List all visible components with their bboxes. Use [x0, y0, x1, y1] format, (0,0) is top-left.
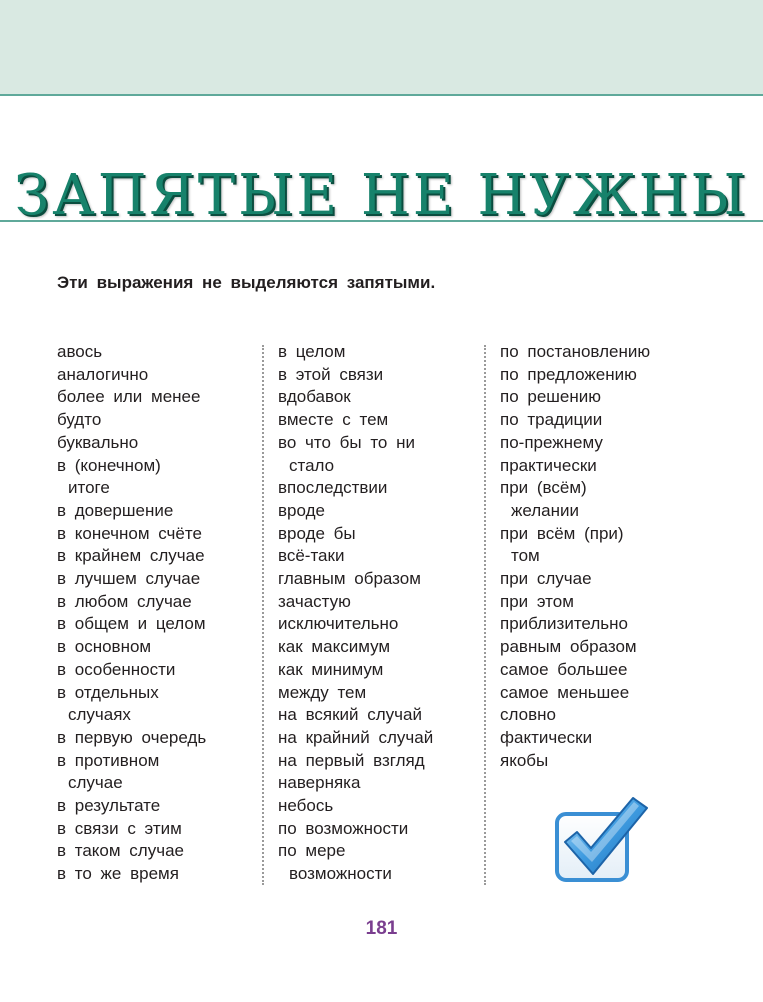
- expression-item: в крайнем случае: [57, 546, 205, 566]
- expression-column-2: [278, 341, 433, 886]
- column-divider: [484, 345, 486, 885]
- expression-item: в (конечном): [57, 455, 161, 475]
- expression-continuation: возможности: [289, 864, 392, 884]
- expression-item: в конечном счёте: [57, 523, 202, 543]
- title-divider: [0, 220, 763, 222]
- expression-item: вроде бы: [278, 523, 356, 543]
- expression-item: словно: [500, 705, 556, 725]
- expression-item: на первый взгляд: [278, 750, 425, 770]
- expression-item: в целом: [278, 342, 346, 361]
- expression-item: в любом случае: [57, 591, 192, 611]
- expression-item: в основном: [57, 637, 152, 657]
- expression-item: как максимум: [278, 637, 391, 657]
- expression-continuation: случаях: [68, 705, 131, 725]
- expression-item: в первую очередь: [57, 727, 207, 747]
- page-title: ЗАПЯТЫЕ НЕ НУЖНЫ: [14, 162, 749, 228]
- expression-item: вместе с тем: [278, 410, 389, 430]
- expression-item: более или менее: [57, 387, 201, 407]
- expression-item: в особенности: [57, 659, 176, 679]
- expression-item: главным образом: [278, 569, 421, 589]
- expression-item: равным образом: [500, 637, 637, 657]
- expression-item: самое большее: [500, 659, 628, 679]
- expression-item: вдобавок: [278, 387, 351, 407]
- expression-column-3: [500, 341, 650, 772]
- expression-item: по возможности: [278, 818, 409, 838]
- expression-item: в то же время: [57, 864, 179, 884]
- expression-item: всё-таки: [278, 546, 345, 566]
- expression-continuation: желании: [511, 500, 580, 520]
- expression-item: буквально: [57, 432, 139, 452]
- expression-item: по мере: [278, 841, 346, 861]
- expression-item: в общем и целом: [57, 614, 206, 634]
- expression-item: в противном: [57, 750, 160, 770]
- expression-item: исключительно: [278, 614, 399, 634]
- expression-item: практически: [500, 455, 597, 475]
- expression-item: по-прежнему: [500, 432, 603, 452]
- expression-item: при этом: [500, 591, 574, 611]
- expression-item: вроде: [278, 500, 325, 520]
- expression-continuation: том: [511, 546, 540, 566]
- expression-item: по решению: [500, 387, 602, 407]
- expression-item: самое меньшее: [500, 682, 630, 702]
- expression-item: при (всём): [500, 478, 587, 498]
- expression-item: во что бы то ни: [278, 432, 415, 452]
- expression-item: по традиции: [500, 410, 603, 430]
- expression-item: зачастую: [278, 591, 351, 611]
- expression-item: наверняка: [278, 773, 361, 793]
- expression-item: на всякий случай: [278, 705, 422, 725]
- expression-item: будто: [57, 410, 102, 430]
- column-divider: [262, 345, 264, 885]
- checkmark-icon: [551, 790, 651, 886]
- expression-continuation: случае: [68, 773, 123, 793]
- expression-item: аналогично: [57, 364, 149, 384]
- expression-item: в результате: [57, 796, 161, 816]
- expression-item: приблизительно: [500, 614, 628, 634]
- expression-item: якобы: [500, 750, 549, 770]
- expression-item: фактически: [500, 727, 593, 747]
- page-number: 181: [365, 918, 398, 939]
- expression-item: в таком случае: [57, 841, 184, 861]
- expression-item: впоследствии: [278, 478, 388, 498]
- expression-item: при всём (при): [500, 523, 624, 543]
- expression-item: между тем: [278, 682, 367, 702]
- expression-item: небось: [278, 796, 334, 816]
- header-band: [0, 0, 763, 96]
- expression-item: в отдельных: [57, 682, 159, 702]
- expression-column-1: [57, 341, 206, 886]
- expression-item: в довершение: [57, 500, 174, 520]
- expression-item: как минимум: [278, 659, 384, 679]
- expression-item: на крайний случай: [278, 727, 434, 747]
- expression-item: по предложению: [500, 364, 637, 384]
- expression-item: в лучшем случае: [57, 569, 201, 589]
- expression-item: при случае: [500, 569, 592, 589]
- expression-continuation: итоге: [68, 478, 110, 498]
- expression-item: авось: [57, 342, 103, 361]
- expression-item: по постановлению: [500, 342, 651, 361]
- expression-continuation: стало: [289, 455, 335, 475]
- intro-text: Эти выражения не выделяются запятыми.: [57, 273, 436, 292]
- expression-item: в связи с этим: [57, 818, 182, 838]
- expression-item: в этой связи: [278, 364, 384, 384]
